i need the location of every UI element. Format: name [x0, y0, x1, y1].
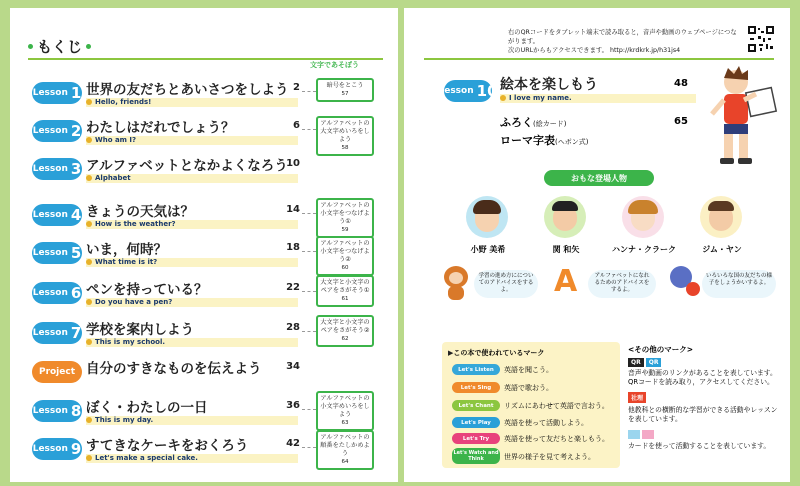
connector	[302, 409, 316, 410]
lesson-9-title[interactable]: すてきなケーキをおくろう	[86, 438, 249, 454]
connector	[302, 213, 316, 214]
lesson-1-page: 2	[293, 82, 300, 93]
project-page: 34	[286, 361, 300, 372]
furoku-entry[interactable]: ふろく(絵カード)	[500, 116, 567, 129]
lesson-8-tag[interactable]: Lesson 8	[32, 402, 82, 420]
toc-right-page	[404, 8, 790, 482]
lesson-2-subtitle: Who am I?	[86, 136, 136, 144]
lesson-5-subtitle: What time is it?	[86, 258, 157, 266]
character-avatar	[544, 196, 586, 238]
mark-badge: Let's Chant	[452, 400, 500, 411]
lesson-9-tag[interactable]: Lesson 9	[32, 440, 82, 458]
mark-text: 英語で歌おう。	[504, 384, 553, 392]
page-title: もくじ	[37, 38, 83, 56]
mark-badge: Let's Play	[452, 417, 500, 428]
lesson-5-tag[interactable]: Lesson 5	[32, 244, 82, 262]
character-avatar	[466, 196, 508, 238]
lesson-4-page: 14	[286, 204, 300, 215]
qr-note-line-1: 右のQRコードをタブレット端末で読み取ると，音声や動画のウェブページにつながります。	[508, 29, 737, 45]
speech-bubble: アルファベットになれるためのアドバイスをするよ。	[588, 270, 656, 298]
qr-note	[508, 28, 738, 55]
side-activity-9[interactable]: アルファベットの順番をたしかめよう 64	[316, 430, 374, 470]
triangle-icon: ▶	[448, 349, 454, 357]
lesson-1-subtitle: Hello, friends!	[86, 98, 151, 106]
lesson-2-tag[interactable]: Lesson 2	[32, 122, 82, 140]
connector	[302, 447, 316, 448]
lesson-6-tag[interactable]: Lesson 6	[32, 284, 82, 302]
qr-code-icon[interactable]	[748, 26, 774, 52]
lesson-3-title[interactable]: アルファベットとなかよくなろう	[86, 158, 288, 174]
lesson-7-page: 28	[286, 322, 300, 333]
connector	[302, 129, 316, 130]
lesson-10-tag[interactable]: Lesson 10	[438, 82, 498, 100]
lesson-9-page: 42	[286, 438, 300, 449]
connector	[302, 291, 316, 292]
mark-badge: Let's Try	[452, 433, 500, 444]
connector	[302, 91, 316, 92]
monkey-mascot	[442, 266, 470, 300]
lesson-10-page: 48	[674, 78, 688, 89]
lesson-4-tag[interactable]: Lesson 4	[32, 206, 82, 224]
side-activity-7[interactable]: 大文字と小文字のペアをさがそう② 62	[316, 315, 374, 347]
lesson-2-page: 6	[293, 120, 300, 131]
bracket-label: 文字であそぼう	[310, 61, 359, 69]
cross-subject-icon: 社理	[628, 392, 646, 403]
romaji-entry[interactable]: ローマ字表(ヘボン式)	[500, 134, 589, 147]
mark-badge: Let's Watch and Think	[453, 450, 499, 462]
furoku-page: 65	[674, 116, 688, 127]
character-name: 関 和矢	[552, 245, 580, 254]
qr-mark-text: 音声や動画のリンクがあることを表しています。QRコードを読み取り，アクセスしてください。	[628, 369, 777, 386]
character-name: ハンナ・クラーク	[612, 245, 676, 254]
connector	[302, 251, 316, 252]
green-dot-icon	[28, 44, 33, 49]
project-title[interactable]: 自分のすきなものを伝えよう	[86, 361, 262, 377]
lesson-5-page: 18	[286, 242, 300, 253]
mark-text: 世界の様子を見て考えよう。	[504, 453, 595, 461]
lesson-3-tag[interactable]: Lesson 3	[32, 160, 82, 178]
lesson-7-tag[interactable]: Lesson 7	[32, 324, 82, 342]
qr-mark-icon: QR QR	[628, 358, 661, 367]
letter-a-mascot: A	[554, 264, 578, 299]
side-activity-2[interactable]: アルファベットの大文字めいろをしよう 58	[316, 116, 374, 156]
lesson-6-subtitle: Do you have a pen?	[86, 298, 172, 306]
lesson-8-subtitle: This is my day.	[86, 416, 153, 424]
lesson-8-page: 36	[286, 400, 300, 411]
connector	[302, 331, 316, 332]
lesson-10-subtitle: I love my name.	[500, 94, 572, 102]
card-mark-text: カードを使って活動することを表しています。	[628, 442, 771, 450]
lesson-6-title[interactable]: ペンを持っている？	[86, 282, 208, 298]
qr-note-url[interactable]: 次のURLからもアクセスできます。 http://krdkrk.jp/h31js4	[508, 47, 681, 54]
mark-text: 英語を使って友だちと楽しもう。	[504, 435, 609, 443]
boy-with-book-illustration	[706, 64, 778, 168]
mark-text: 英語を聞こう。	[504, 366, 553, 374]
header-rule	[424, 58, 774, 60]
lesson-1-title[interactable]: 世界の友だちとあいさつをしよう	[86, 82, 289, 98]
toc-left-page	[10, 8, 398, 482]
lesson-6-page: 22	[286, 282, 300, 293]
lesson-9-subtitle: Let's make a special cake.	[86, 454, 198, 462]
character-name: 小野 美希	[470, 245, 506, 254]
lesson-7-subtitle: This is my school.	[86, 338, 165, 346]
mark-badge: Let's Sing	[452, 382, 500, 393]
character-name: ジム・ヤン	[702, 245, 742, 254]
lesson-4-subtitle: How is the weather?	[86, 220, 176, 228]
traveler-mascot	[666, 264, 700, 300]
lesson-4-title[interactable]: きょうの天気は？	[86, 204, 194, 220]
green-dot-icon	[86, 44, 91, 49]
characters-heading: おもな登場人物	[544, 170, 654, 186]
card-mark-icon	[628, 430, 654, 439]
side-activity-1[interactable]: 暗号をとこう 57	[316, 78, 374, 102]
lesson-3-subtitle: Alphabet	[86, 174, 131, 182]
mark-text: 英語を使って活動しよう。	[504, 419, 588, 427]
side-activity-5[interactable]: アルファベットの小文字をつなげよう② 60	[316, 236, 374, 276]
lesson-5-title[interactable]: いま，何時？	[86, 242, 167, 258]
lesson-8-title[interactable]: ぼく・わたしの一日	[86, 400, 208, 416]
lesson-7-title[interactable]: 学校を案内しよう	[86, 322, 194, 338]
cross-subject-text: 他教科との横断的な学習ができる活動やレッスンを表しています。	[628, 406, 778, 423]
character-avatar	[622, 196, 664, 238]
mark-badge: Let's Listen	[452, 364, 500, 375]
mark-text: リズムにあわせて英語で言おう。	[504, 402, 609, 410]
side-activity-8[interactable]: アルファベットの小文字めいろをしよう 63	[316, 391, 374, 431]
side-activity-4[interactable]: アルファベットの小文字をつなげよう① 59	[316, 198, 374, 238]
other-marks-title: <その他のマーク>	[628, 345, 694, 354]
speech-bubble: いろいろな国の友だちの様子をしょうかいするよ。	[702, 270, 776, 298]
lesson-1-tag[interactable]: Lesson 1	[32, 84, 82, 102]
toc-header	[28, 36, 91, 57]
lesson-10-title[interactable]: 絵本を楽しもう	[500, 77, 598, 93]
character-avatar	[700, 196, 742, 238]
side-activity-6[interactable]: 大文字と小文字のペアをさがそう① 61	[316, 275, 374, 307]
lesson-3-page: 10	[286, 158, 300, 169]
lesson-2-title[interactable]: わたしはだれでしょう？	[86, 120, 235, 136]
marks-title: ▶この本で使われているマーク	[448, 349, 545, 357]
speech-bubble: 学習の進め方にについてのアドバイスをするよ。	[474, 270, 538, 298]
project-tag[interactable]: Project	[32, 361, 82, 383]
